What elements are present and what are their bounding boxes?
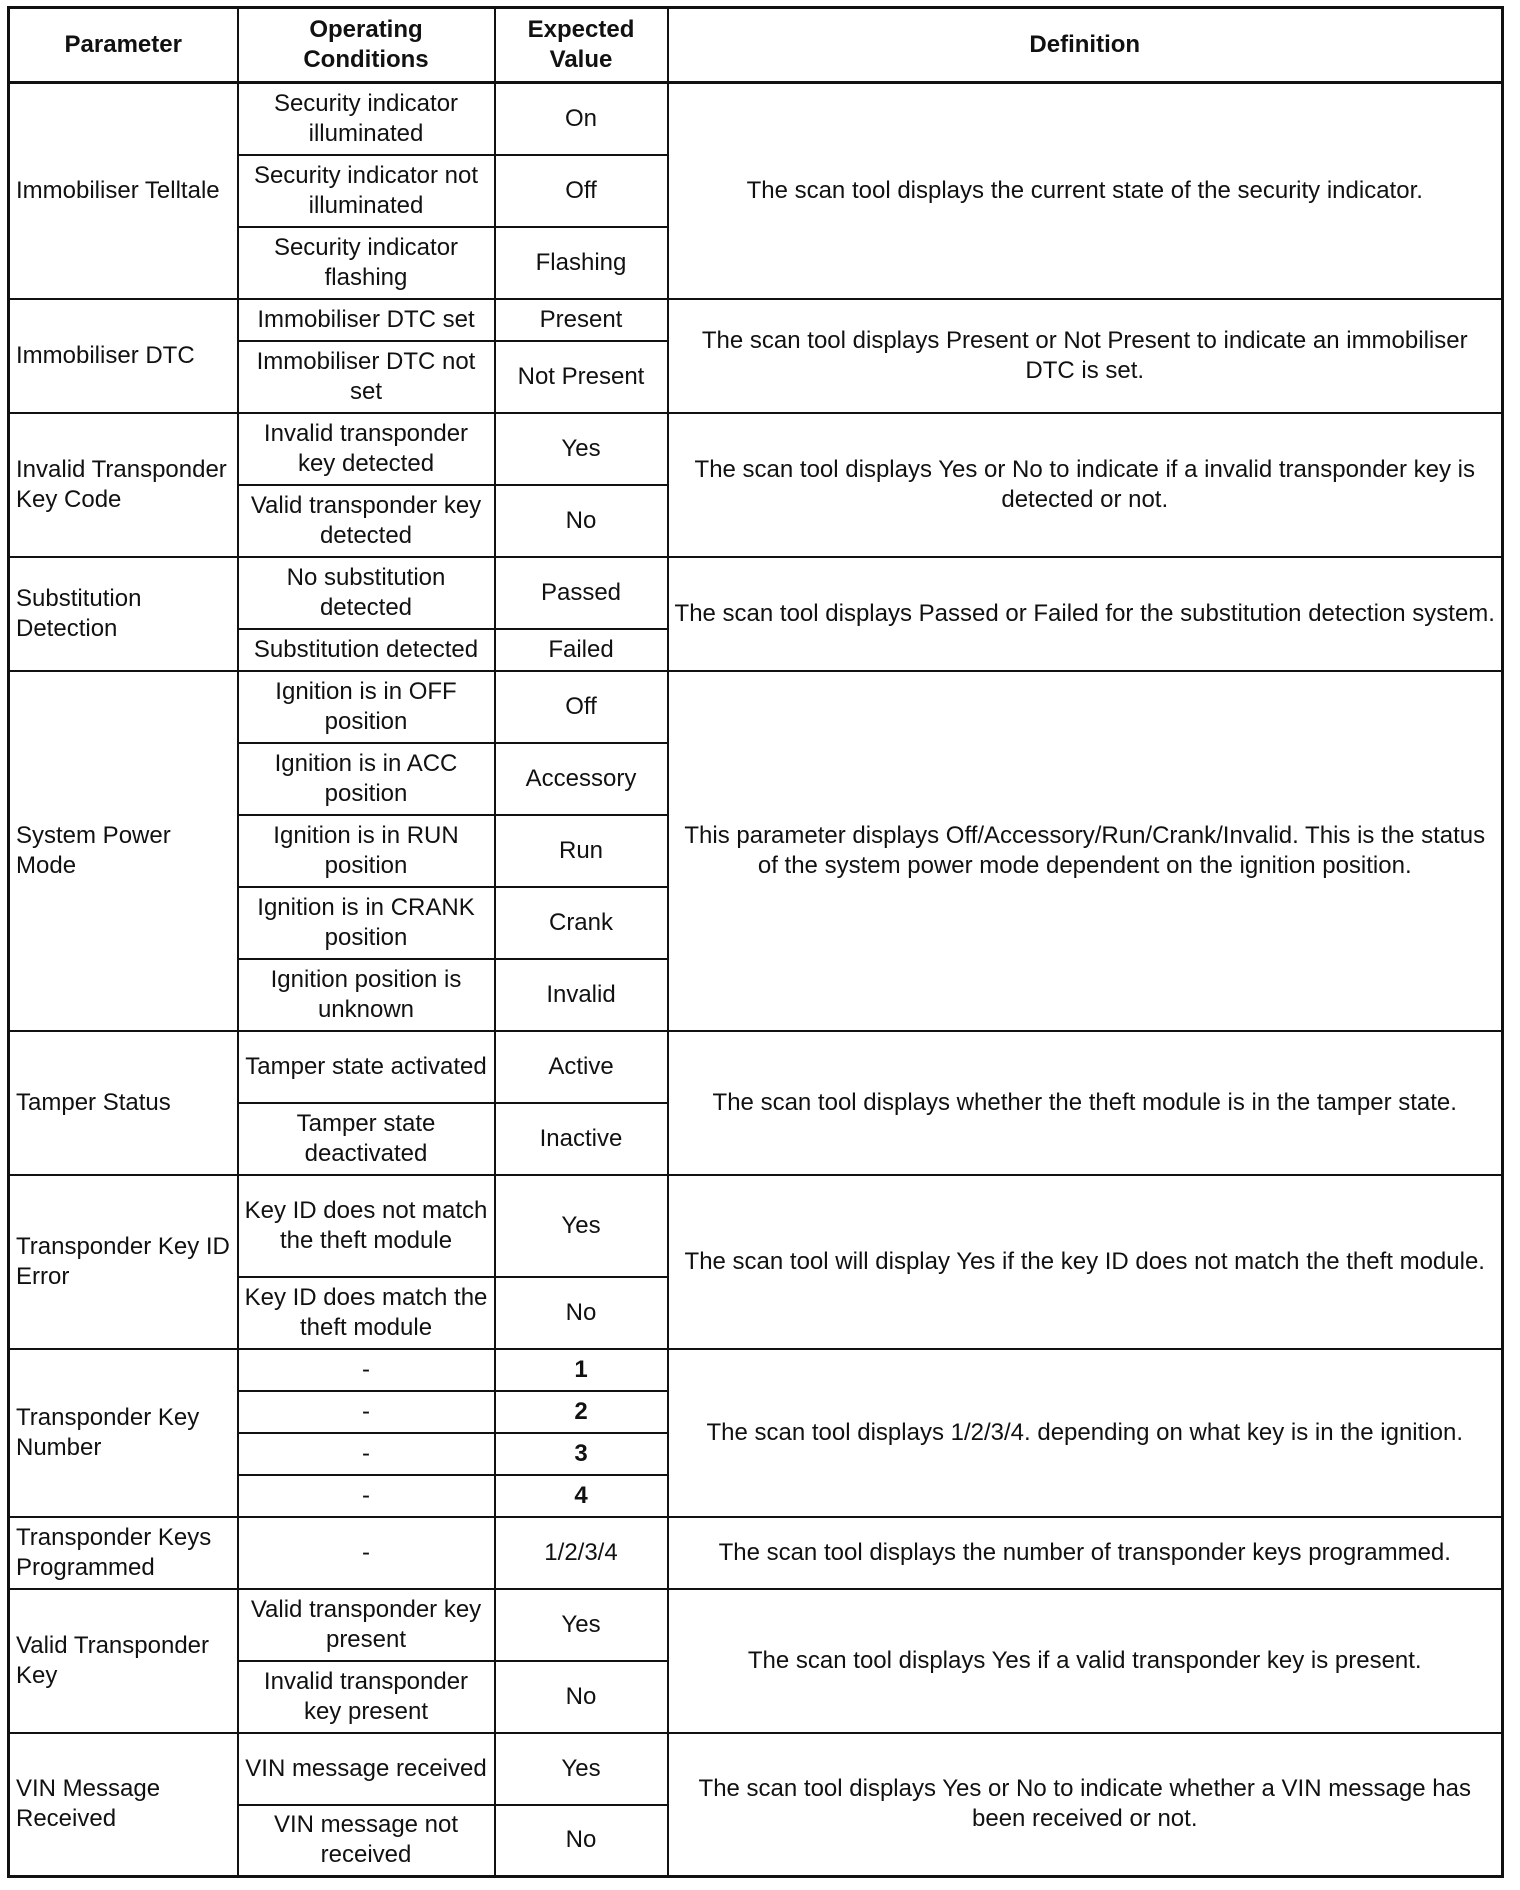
operating-condition: Valid transponder key present [238, 1589, 495, 1661]
expected-value: 2 [495, 1391, 668, 1433]
expected-value: No [495, 1277, 668, 1349]
operating-condition: - [238, 1349, 495, 1391]
table-row [9, 413, 1503, 485]
operating-condition: Security indicator not illuminated [238, 155, 495, 227]
table-row [9, 671, 1503, 743]
header-expected-value: Expected Value [495, 8, 668, 83]
expected-value: Yes [495, 1733, 668, 1805]
operating-condition: - [238, 1475, 495, 1517]
parameter-definition: The scan tool displays whether the theft module is in the tamper state. [668, 1031, 1503, 1175]
table-row [9, 83, 1503, 155]
expected-value: No [495, 1661, 668, 1733]
parameter-name: Transponder Key Number [9, 1349, 238, 1517]
parameter-name: Substitution Detection [9, 557, 238, 671]
parameter-definition: The scan tool displays 1/2/3/4. depending on what key is in the ignition. [668, 1349, 1503, 1517]
parameter-name: Immobiliser DTC [9, 299, 238, 413]
parameter-name: Invalid Transponder Key Code [9, 413, 238, 557]
parameter-table [7, 6, 1504, 1878]
expected-value: 3 [495, 1433, 668, 1475]
expected-value: No [495, 1805, 668, 1877]
table-row [9, 1031, 1503, 1103]
operating-condition: Tamper state activated [238, 1031, 495, 1103]
operating-condition: Key ID does not match the theft module [238, 1175, 495, 1277]
table-body [9, 83, 1503, 1877]
expected-value: Failed [495, 629, 668, 671]
parameter-name: Tamper Status [9, 1031, 238, 1175]
expected-value: Present [495, 299, 668, 341]
table-row [9, 1733, 1503, 1805]
operating-condition: Immobiliser DTC set [238, 299, 495, 341]
parameter-definition: This parameter displays Off/Accessory/Run/Crank/Invalid. This is the status of the system power mode dependent on the ignition position. [668, 671, 1503, 1031]
expected-value: Invalid [495, 959, 668, 1031]
operating-condition: - [238, 1433, 495, 1475]
operating-condition: Invalid transponder key present [238, 1661, 495, 1733]
table-row [9, 1175, 1503, 1277]
expected-value: Inactive [495, 1103, 668, 1175]
operating-condition: Valid transponder key detected [238, 485, 495, 557]
header-parameter: Parameter [9, 8, 238, 83]
expected-value: On [495, 83, 668, 155]
operating-condition: Security indicator flashing [238, 227, 495, 299]
expected-value: Off [495, 671, 668, 743]
operating-condition: VIN message not received [238, 1805, 495, 1877]
operating-condition: Invalid transponder key detected [238, 413, 495, 485]
expected-value: Off [495, 155, 668, 227]
expected-value: Active [495, 1031, 668, 1103]
operating-condition: Ignition is in RUN position [238, 815, 495, 887]
parameter-name: Transponder Keys Programmed [9, 1517, 238, 1589]
header-operating-conditions: Operating Conditions [238, 8, 495, 83]
operating-condition: No substitution detected [238, 557, 495, 629]
expected-value: No [495, 485, 668, 557]
table-row [9, 557, 1503, 629]
parameter-name: Valid Transponder Key [9, 1589, 238, 1733]
operating-condition: Ignition is in OFF position [238, 671, 495, 743]
table-row [9, 1349, 1503, 1391]
expected-value: 1 [495, 1349, 668, 1391]
header-definition: Definition [668, 8, 1503, 83]
table-row [9, 299, 1503, 341]
expected-value: Yes [495, 1589, 668, 1661]
parameter-name: Transponder Key ID Error [9, 1175, 238, 1349]
operating-condition: Immobiliser DTC not set [238, 341, 495, 413]
expected-value: Yes [495, 413, 668, 485]
header-row [9, 8, 1503, 83]
parameter-definition: The scan tool displays the current state of the security indicator. [668, 83, 1503, 299]
expected-value: Run [495, 815, 668, 887]
expected-value: Accessory [495, 743, 668, 815]
expected-value: Passed [495, 557, 668, 629]
operating-condition: VIN message received [238, 1733, 495, 1805]
expected-value: Yes [495, 1175, 668, 1277]
parameter-definition: The scan tool displays Yes if a valid transponder key is present. [668, 1589, 1503, 1733]
parameter-definition: The scan tool will display Yes if the key ID does not match the theft module. [668, 1175, 1503, 1349]
operating-condition: Ignition is in CRANK position [238, 887, 495, 959]
table-row [9, 1517, 1503, 1589]
parameter-definition: The scan tool displays Yes or No to indicate if a invalid transponder key is detected or not. [668, 413, 1503, 557]
operating-condition: - [238, 1391, 495, 1433]
expected-value: 4 [495, 1475, 668, 1517]
operating-condition: - [238, 1517, 495, 1589]
expected-value: Not Present [495, 341, 668, 413]
parameter-definition: The scan tool displays the number of transponder keys programmed. [668, 1517, 1503, 1589]
operating-condition: Substitution detected [238, 629, 495, 671]
operating-condition: Ignition position is unknown [238, 959, 495, 1031]
operating-condition: Key ID does match the theft module [238, 1277, 495, 1349]
parameter-definition: The scan tool displays Present or Not Present to indicate an immobiliser DTC is set. [668, 299, 1503, 413]
parameter-name: System Power Mode [9, 671, 238, 1031]
parameter-definition: The scan tool displays Yes or No to indicate whether a VIN message has been received or not. [668, 1733, 1503, 1877]
expected-value: 1/2/3/4 [495, 1517, 668, 1589]
operating-condition: Ignition is in ACC position [238, 743, 495, 815]
table-row [9, 1589, 1503, 1661]
expected-value: Flashing [495, 227, 668, 299]
parameter-name: VIN Message Received [9, 1733, 238, 1877]
operating-condition: Security indicator illuminated [238, 83, 495, 155]
parameter-definition: The scan tool displays Passed or Failed for the substitution detection system. [668, 557, 1503, 671]
expected-value: Crank [495, 887, 668, 959]
operating-condition: Tamper state deactivated [238, 1103, 495, 1175]
parameter-name: Immobiliser Telltale [9, 83, 238, 299]
